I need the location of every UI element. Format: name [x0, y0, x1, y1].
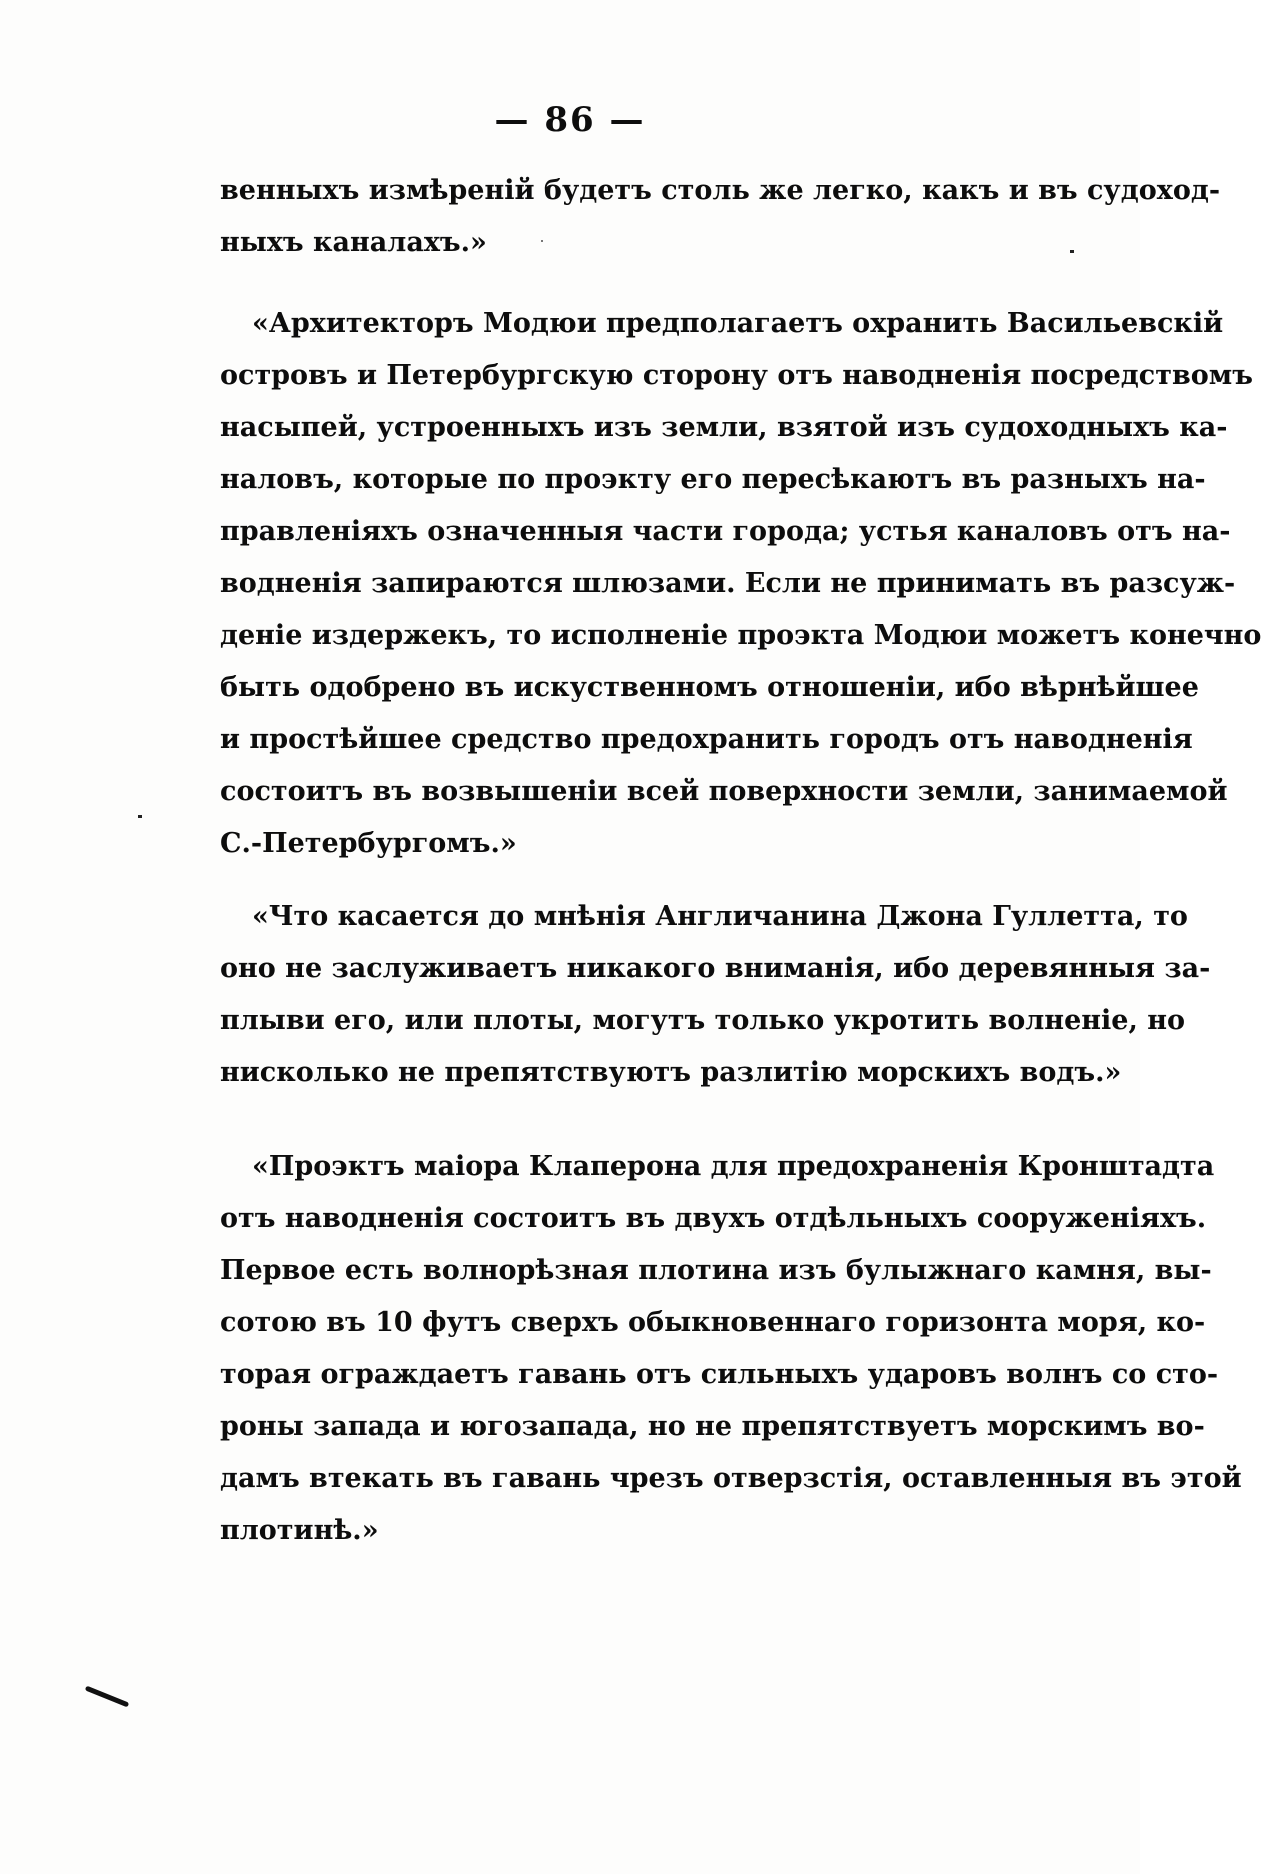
paragraph-gullett	[220, 891, 1211, 1099]
page-number: — 86 —	[494, 100, 646, 140]
text-line: торая ограждаетъ гавань отъ сильныхъ ударовъ волнъ со сто-	[220, 1359, 1219, 1390]
text-line: «Что касается до мнѣнія Англичанина Джона Гуллетта, то	[252, 901, 1188, 932]
text-line: ныхъ каналахъ.»	[220, 227, 487, 258]
text-line: и простѣйшее средство предохранить городъ отъ наводненія	[220, 724, 1193, 755]
text-line: венныхъ измѣреній будетъ столь же легко, какъ и въ судоход-	[220, 175, 1221, 206]
text-line: дамъ втекать въ гавань чрезъ отверзстія, оставленныя въ этой	[220, 1463, 1242, 1494]
text-line: деніе издержекъ, то исполненіе проэкта Модюи можетъ конечно	[220, 620, 1261, 651]
text-line: островъ и Петербургскую сторону отъ наводненія посредствомъ	[220, 360, 1253, 391]
ink-speck	[138, 815, 142, 818]
text-line: водненія запираются шлюзами. Если не принимать въ разсуж-	[220, 568, 1236, 599]
paragraph-continuation	[220, 165, 1221, 269]
text-line: насыпей, устроенныхъ изъ земли, взятой изъ судоходныхъ ка-	[220, 412, 1228, 443]
text-line: плотинѣ.»	[220, 1515, 379, 1546]
paragraph-clapeyron	[220, 1141, 1242, 1557]
text-line: «Архитекторъ Модюи предполагаетъ охранить Васильевскій	[252, 308, 1224, 339]
text-line: Первое есть волнорѣзная плотина изъ булыжнаго камня, вы-	[220, 1255, 1212, 1286]
text-line: правленіяхъ означенныя части города; устья каналовъ отъ на-	[220, 516, 1231, 547]
text-line: состоитъ въ возвышеніи всей поверхности земли, занимаемой	[220, 776, 1228, 807]
text-line: отъ наводненія состоитъ въ двухъ отдѣльныхъ сооруженіяхъ.	[220, 1203, 1207, 1234]
text-line: С.-Петербургомъ.»	[220, 828, 517, 859]
paragraph-modui	[220, 298, 1261, 870]
text-line: плыви его, или плоты, могутъ только укротить волненіе, но	[220, 1005, 1186, 1036]
pen-mark	[85, 1686, 130, 1708]
text-line: «Проэктъ маіора Клаперона для предохраненія Кронштадта	[252, 1151, 1215, 1182]
ink-speck	[1070, 250, 1074, 253]
text-line: быть одобрено въ искуственномъ отношеніи, ибо вѣрнѣйшее	[220, 672, 1199, 703]
text-line: роны запада и югозапада, но не препятствуетъ морскимъ во-	[220, 1411, 1205, 1442]
text-line: нисколько не препятствуютъ разлитію морскихъ водъ.»	[220, 1057, 1122, 1088]
text-line: оно не заслуживаетъ никакого вниманія, ибо деревянныя за-	[220, 953, 1211, 984]
text-line: наловъ, которые по проэкту его пересѣкаютъ въ разныхъ на-	[220, 464, 1206, 495]
text-line: сотою въ 10 футъ сверхъ обыкновеннаго горизонта моря, ко-	[220, 1307, 1206, 1338]
ink-speck	[541, 240, 543, 242]
